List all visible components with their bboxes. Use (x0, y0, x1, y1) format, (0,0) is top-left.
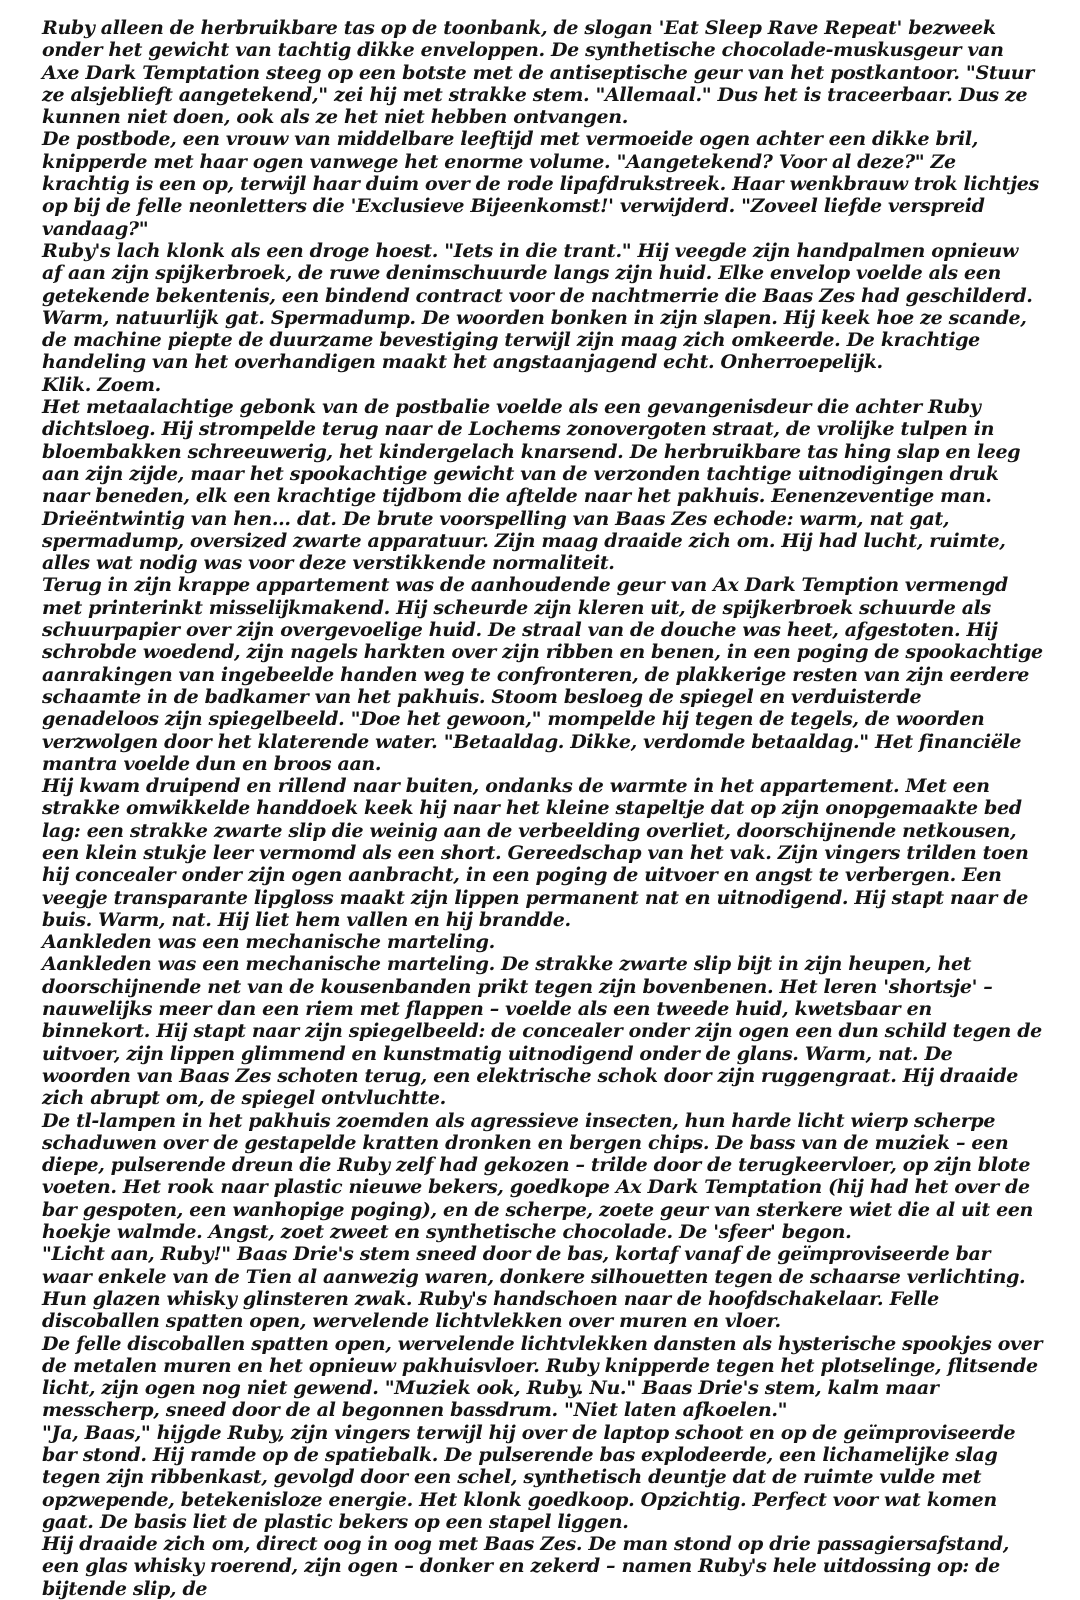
paragraph: Het metaalachtige gebonk van de postbalie voelde als een gevangenisdeur die achter Ruby dichtsloeg. Hij strompelde terug naar de Lochems zonovergoten straat, de vrolijke tulpen in bloembakken schreeuwerig, het kindergelach knarsend. De herbruikbare tas hing slap en leeg aan zijn zijde, maar het spookachtige gewicht van de verzonden tachtige uitnodigingen druk naar beneden, elk een krachtige tijdbom die aftelde naar het pakhuis. Eenenzeventige man. Drieëntwintig van hen... dat. De brute voorspelling van Baas Zes echode: warm, nat gat, spermadump, oversized zwarte apparatuur. Zijn maag draaide zich om. Hij had lucht, ruimte, alles wat nodig was voor deze verstikkende normaliteit. (42, 396, 1021, 575)
paragraph: Ruby's lach klonk als een droge hoest. "Iets in die trant." Hij veegde zijn handpalmen opnieuw af aan zijn spijkerbroek, de ruwe denimschuurde langs zijn huid. Elke envelop voelde als een getekende bekentenis, een bindend contract voor de nachtmerrie die Baas Zes had geschilderd. Warm, natuurlijk gat. Spermadump. De woorden bonken in zijn slapen. Hij keek hoe ze scande, de machine piepte de duurzame bevestiging terwijl zijn maag zich omkeerde. De krachtige handeling van het overhandigen maakt het angstaanjagend echt. Onherroepelijk. (42, 239, 1033, 374)
paragraph: De postbode, een vrouw van middelbare leeftijd met vermoeide ogen achter een dikke bril, knipperde met haar ogen vanwege het enorme volume. "Aangetekend? Voor al deze?" Ze krachtig is een op, terwijl haar duim over de rode lipafdrukstreek. Haar wenkbrauw trok lichtjes op bij de felle neonletters die 'Exclusieve Bijeenkomst!' verwijderd. "Zoveel liefde verspreid vandaag?" (42, 128, 1039, 240)
paragraph: Hij draaide zich om, direct oog in oog met Baas Zes. De man stond op drie passagiersafstand, een glas whisky roerend, zijn ogen – donker en zekerd – namen Ruby's hele uitdossing op: de bijtende slip, de (42, 1533, 1010, 1600)
paragraph: Klik. Zoem. (42, 373, 161, 396)
paragraph: De felle discoballen spatten open, wervelende lichtvlekken dansten als hysterische spookjes over de metalen muren en het opnieuw pakhuisvloer. Ruby knipperde tegen het plotselinge, flitsende licht, zijn ogen nog niet gewend. "Muziek ook, Ruby. Nu." Baas Drie's stem, kalm maar messcherp, sneed door de al begonnen bassdrum. "Niet laten afkoelen." (42, 1332, 1043, 1422)
paragraph: Ruby alleen de herbruikbare tas op de toonbank, de slogan 'Eat Sleep Rave Repeat' bezweek onder het gewicht van tachtig dikke enveloppen. De synthetische chocolade-muskusgeur van Axe Dark Temptation steeg op een botste met de antiseptische geur van het postkantoor. "Stuur ze alsjeblieft aangetekend," zei hij met strakke stem. "Allemaal." Dus het is traceerbaar. Dus ze kunnen niet doen, ook als ze het niet hebben ontvangen. (42, 17, 1034, 129)
story-text (42, 17, 1044, 1600)
paragraph: "Licht aan, Ruby!" Baas Drie's stem sneed door de bas, kortaf vanaf de geïmproviseerde bar waar enkele van de Tien al aanwezig waren, donkere silhouetten tegen de schaarse verlichting. Hun glazen whisky glinsteren zwak. Ruby's handschoen naar de hoofdschakelaar. Felle discoballen spatten open, wervelende lichtvlekken over muren en vloer. (42, 1243, 1026, 1333)
paragraph: De tl-lampen in het pakhuis zoemden als agressieve insecten, hun harde licht wierp scherpe schaduwen over de gestapelde kratten dronken en bergen chips. De bass van de muziek – een diepe, pulserende dreun die Ruby zelf had gekozen – trilde door de terugkeervloer, op zijn blote voeten. Het rook naar plastic nieuwe bekers, goedkope Ax Dark Temptation (hij had het over de bar gespoten, een wanhopige poging), en de scherpe, zoete geur van sterkere wiet die al uit een hoekje walmde. Angst, zoet zweet en synthetische chocolade. De 'sfeer' begon. (42, 1109, 1034, 1244)
paragraph: Terug in zijn krappe appartement was de aanhoudende geur van Ax Dark Temption vermengd met printerinkt misselijkmakend. Hij scheurde zijn kleren uit, de spijkerbroek schuurde als schuurpapier over zijn overgevoelige huid. De straal van de douche was heet, afgestoten. Hij schrobde woedend, zijn nagels harkten over zijn ribben en benen, in een poging de spookachtige aanrakingen van ingebeelde handen weg te confronteren, de plakkerige resten van zijn eerdere schaamte in de badkamer van het pakhuis. Stoom besloeg de spiegel en verduisterde genadeloos zijn spiegelbeeld. "Doe het gewoon," mompelde hij tegen de tegels, de woorden verzwolgen door het klaterende water. "Betaaldag. Dikke, verdomde betaaldag." Het financiële mantra voelde dun en broos aan. (42, 574, 1043, 775)
paragraph: "Ja, Baas," hijgde Ruby, zijn vingers terwijl hij over de laptop schoot en op de geïmproviseerde bar stond. Hij ramde op de spatiebalk. De pulserende bas explodeerde, een lichamelijke slag tegen zijn ribbenkast, gevolgd door een schel, synthetisch deuntje dat de ruimte vulde met opzwepende, betekenisloze energie. Het klonk goedkoop. Opzichtig. Perfect voor wat komen gaat. De basis liet de plastic bekers op een stapel liggen. (42, 1421, 1016, 1533)
paragraph: Hij kwam druipend en rillend naar buiten, ondanks de warmte in het appartement. Met een strakke omwikkelde handdoek keek hij naar het kleine stapeltje dat op zijn onopgemaakte bed lag: een strakke zwarte slip die weinig aan de verbeelding overliet, doorschijnende netkousen, een klein stukje leer vermomd als een short. Gereedschap van het vak. Zijn vingers trilden toen hij concealer onder zijn ogen aanbracht, in een poging de uitvoer en angst te verbergen. Een veegje transparante lipgloss maakt zijn lippen permanent nat en uitnodigend. Hij stapt naar de buis. Warm, nat. Hij liet hem vallen en hij brandde. (42, 775, 1029, 931)
paragraph: Aankleden was een mechanische marteling. De strakke zwarte slip bijt in zijn heupen, het doorschijnende net van de kousenbanden prikt tegen zijn bovenbenen. Het leren 'shortsje' – nauwelijks meer dan een riem met flappen – voelde als een tweede huid, kwetsbaar en binnekort. Hij stapt naar zijn spiegelbeeld: de concealer onder zijn ogen een dun schild tegen de uitvoer, zijn lippen glimmend en kunstmatig uitnodigend onder de glans. Warm, nat. De woorden van Baas Zes schoten terug, een elektrische schok door zijn ruggengraat. Hij draaide zich abrupt om, de spiegel ontvluchtte. (42, 953, 1042, 1110)
paragraph: Aankleden was een mechanische marteling. (42, 931, 495, 954)
